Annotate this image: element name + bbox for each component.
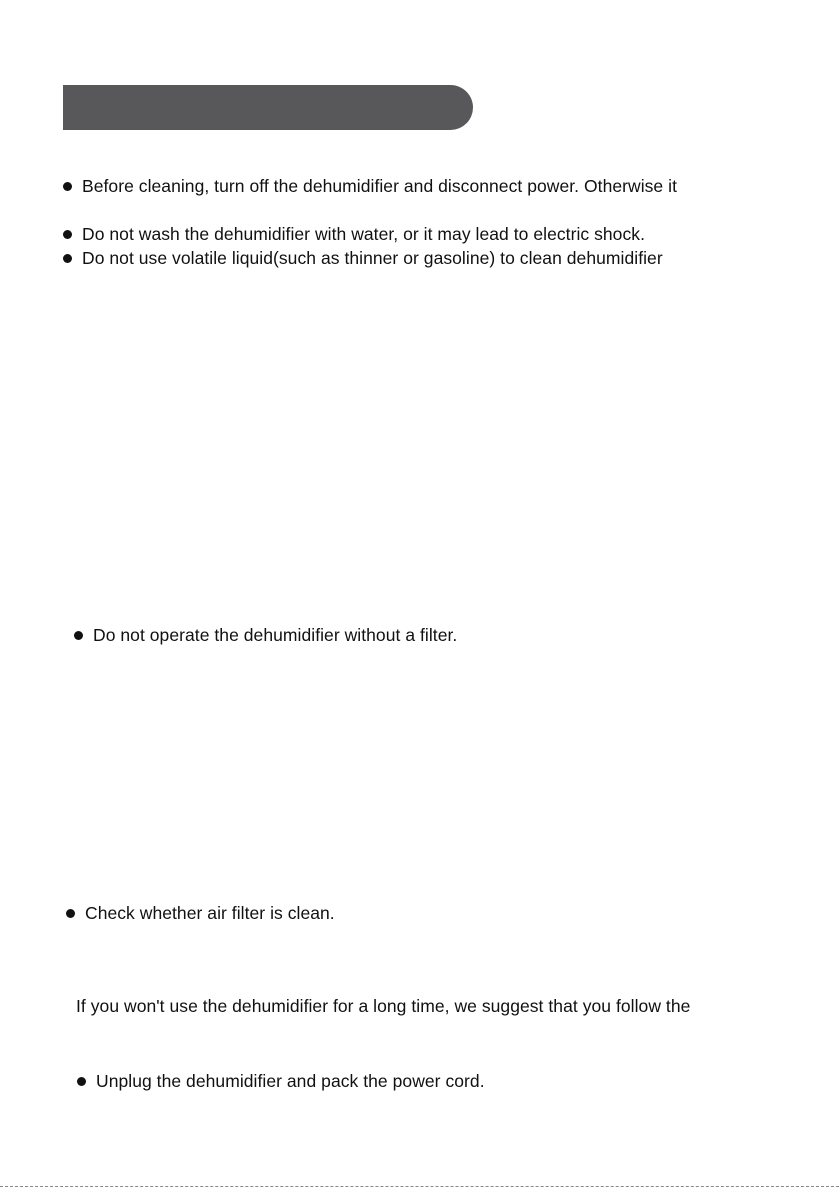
bullet-dot-icon [63,254,72,263]
section-header-bar [63,85,473,130]
bullet-text: Check whether air filter is clean. [85,903,335,923]
bullet-text: Unplug the dehumidifier and pack the power cord. [96,1071,485,1091]
bullet-no-filter [74,625,457,645]
bullet-dot-icon [66,909,75,918]
bullet-text: Before cleaning, turn off the dehumidifier and disconnect power. Otherwise it [82,176,677,196]
bullet-check-filter [66,903,335,923]
bullet-unplug [77,1071,485,1091]
bullet-text: Do not operate the dehumidifier without a filter. [93,625,458,645]
bullet-text: Do not use volatile liquid(such as thinner or gasoline) to clean dehumidifier [82,248,663,268]
bullet-dot-icon [63,230,72,239]
storage-intro-text: If you won't use the dehumidifier for a long time, we suggest that you follow the [76,996,691,1016]
bullet-no-water [63,224,645,244]
bullet-text: Do not wash the dehumidifier with water, or it may lead to electric shock. [82,224,645,244]
bullet-no-volatile-liquid [63,248,663,268]
bullet-power-off [63,176,677,196]
bullet-dot-icon [74,631,83,640]
page-bottom-rule [0,1186,839,1187]
bullet-dot-icon [77,1077,86,1086]
bullet-dot-icon [63,182,72,191]
